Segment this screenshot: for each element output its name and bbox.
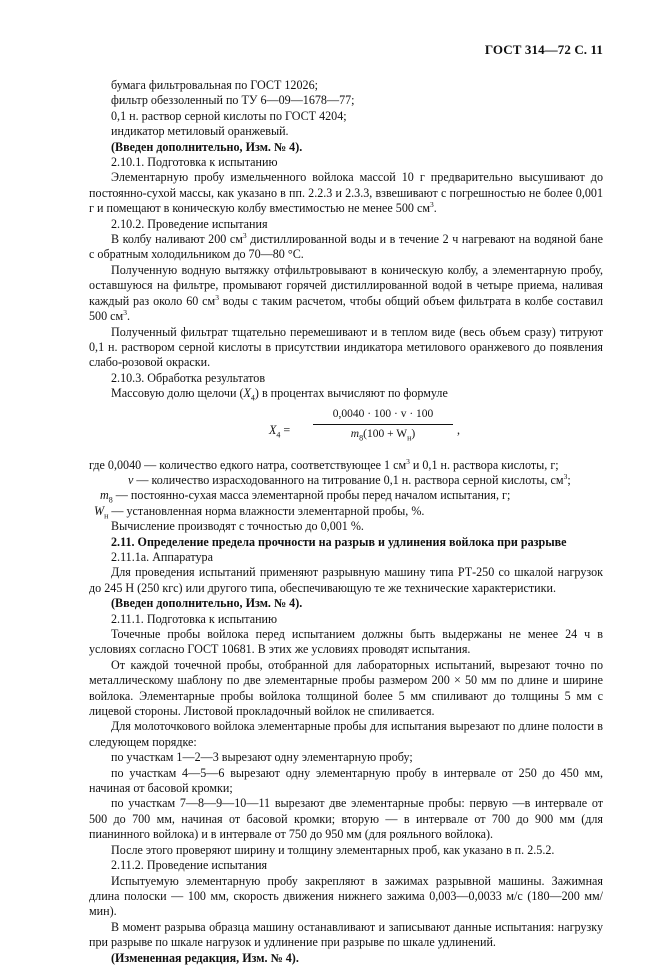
paragraph-area: по участкам 1—2—3 вырезают одну элементарную пробу;: [111, 750, 413, 765]
section-heading: 2.10.1. Подготовка к испытанию: [111, 155, 278, 170]
legend-row: v — количество израсходованного на титрование 0,1 н. раствора серной кислоты, $см^3$;: [128, 471, 571, 487]
paragraph-cutting: От каждой точечной пробы, отобранной для лабораторных испытаний, вырезают точно по металлическому шаблону по две элементарные пробы размером 200 × 50 мм по длине и ширине войлока. Элементарные пробы войлока толщиной более 5 мм спиливают до толщины 5 мм с лицевой стороны. Листовой прокладочный войлок не спиливается.: [89, 657, 603, 719]
legend-row: $W_н$ — установленная норма влажности элементарной пробы, %.: [94, 503, 425, 521]
page-content: [89, 78, 603, 966]
reagent-line: фильтр обеззоленный по ТУ 6—09—1678—77;: [111, 93, 355, 108]
paragraph-preparation: Элементарную пробу измельченного войлока массой 10 г предварительно высушивают до постоянно-сухой массы, как указано в пп. 2.2.3 и 2.3.3, взвешивают с погрешностью не более 0,001 г и помещают в коническую колбу вместимостью не менее 500 $см^3$.: [89, 170, 603, 216]
reagent-line: индикатор метиловый оранжевый.: [111, 124, 289, 139]
paragraph-apparatus: Для проведения испытаний применяют разрывную машину типа РТ-250 со шкалой нагрузок до 245 Н (250 кгс) или другого типа, обеспечивающую те же технические характеристики.: [89, 565, 603, 595]
formula: [89, 402, 603, 458]
page-header: ГОСТ 314—72 С. 11: [484, 42, 603, 57]
paragraph-break: В момент разрыва образца машину останавливают и записывают данные испытания: нагрузку при разрыве по шкале нагрузок и удлинение при разрыве по шкале удлинений.: [89, 919, 603, 950]
reagent-line: бумага фильтровальная по ГОСТ 12026;: [111, 78, 318, 92]
reagent-line: 0,1 н. раствор серной кислоты по ГОСТ 4204;: [111, 108, 347, 123]
paragraph-accuracy: Вычисление производят с точностью до 0,001 %.: [111, 519, 364, 534]
paragraph-clamp: Испытуемую элементарную пробу закрепляют в зажимах разрывной машины. Зажимная длина полоски — 100 мм, скорость движения нижнего зажима 0,003—0,0033 м/с (180—200 мм/мин).: [89, 873, 603, 919]
section-heading: 2.11.1. Подготовка к испытанию: [111, 611, 278, 626]
formula-tail: ,: [457, 422, 461, 437]
section-heading: 2.11.1а. Аппаратура: [111, 549, 213, 564]
paragraph-calc: Массовую долю щелочи $(X_4)$ в процентах вычисляют по формуле: [111, 386, 448, 403]
paragraph-area: по участкам 4—5—6 вырезают одну элементарную пробу в интервале от 250 до 450 мм, начиная от басовой кромки;: [89, 765, 603, 796]
paragraph-flask: В колбу наливают 200 $см^3$ дистиллированной воды и в течение 2 ч нагревают на водяной бане с обратным холодильником до 70—80 °С.: [89, 231, 603, 262]
paragraph-conditioning: Точечные пробы войлока перед испытанием должны быть выдержаны не менее 24 ч в условиях согласно ГОСТ 10681. В этих же условиях проводят испытания.: [89, 627, 603, 657]
paragraph-titrate: Полученный фильтрат тщательно перемешивают и в теплом виде (весь объем сразу) титруют 0,1 н. раствором серной кислоты в присутствии индикатора метилового оранжевого до появления слабо-розовой окраски.: [89, 324, 603, 370]
paragraph-hammer-felt: Для молоточкового войлока элементарные пробы для испытания вырезают по длине полости в следующем порядке:: [89, 719, 603, 749]
formula-fraction: [313, 407, 453, 443]
formula-legend: [89, 458, 603, 520]
amendment-note: (Измененная редакция, Изм. № 4).: [111, 950, 299, 965]
paragraph-check: После этого проверяют ширину и толщину элементарных проб, как указано в п. 2.5.2.: [111, 842, 555, 857]
paragraph-filter: Полученную водную вытяжку отфильтровывают в коническую колбу, а элементарную пробу, оставшуюся на фильтре, промывают горячей дистиллированной водой в четыре приема, наливая каждый раз около 60 $см^3$ воды с таким расчетом, чтобы общий объем фильтрата в колбе составил 500 $см^3$.: [89, 262, 603, 324]
legend-row: где 0,0040 — количество едкого натра, соответствующее 1 $см^3$ и 0,1 н. раствора кислоты, г;: [89, 456, 559, 472]
amendment-note: (Введен дополнительно, Изм. № 4).: [111, 139, 303, 154]
section-heading: 2.10.3. Обработка результатов: [111, 370, 266, 385]
formula-lhs: $X_4$ =: [269, 422, 291, 439]
amendment-note: (Введен дополнительно, Изм. № 4).: [111, 596, 303, 611]
formula-numerator: 0,0040 · 100 · v · 100: [313, 407, 453, 425]
section-heading: 2.11.2. Проведение испытания: [111, 858, 268, 873]
legend-row: $m_8$ — постоянно-сухая масса элементарной пробы перед началом испытания, г;: [100, 488, 511, 505]
paragraph-area: по участкам 7—8—9—10—11 вырезают две элементарные пробы: первую —в интервале от 500 до 700 мм, начиная от басовой кромки; вторую — в интервале от 700 до 900 мм (для пианинного войлока) и в интервале от 750 до 950 мм (для рояльного войлока).: [89, 796, 603, 842]
section-heading: 2.10.2. Проведение испытания: [111, 216, 268, 231]
section-heading-bold: 2.11. Определение предела прочности на разрыв и удлинения войлока при разрыве: [111, 534, 567, 549]
formula-denominator: $m_8(100 + W_н)$: [350, 427, 416, 443]
